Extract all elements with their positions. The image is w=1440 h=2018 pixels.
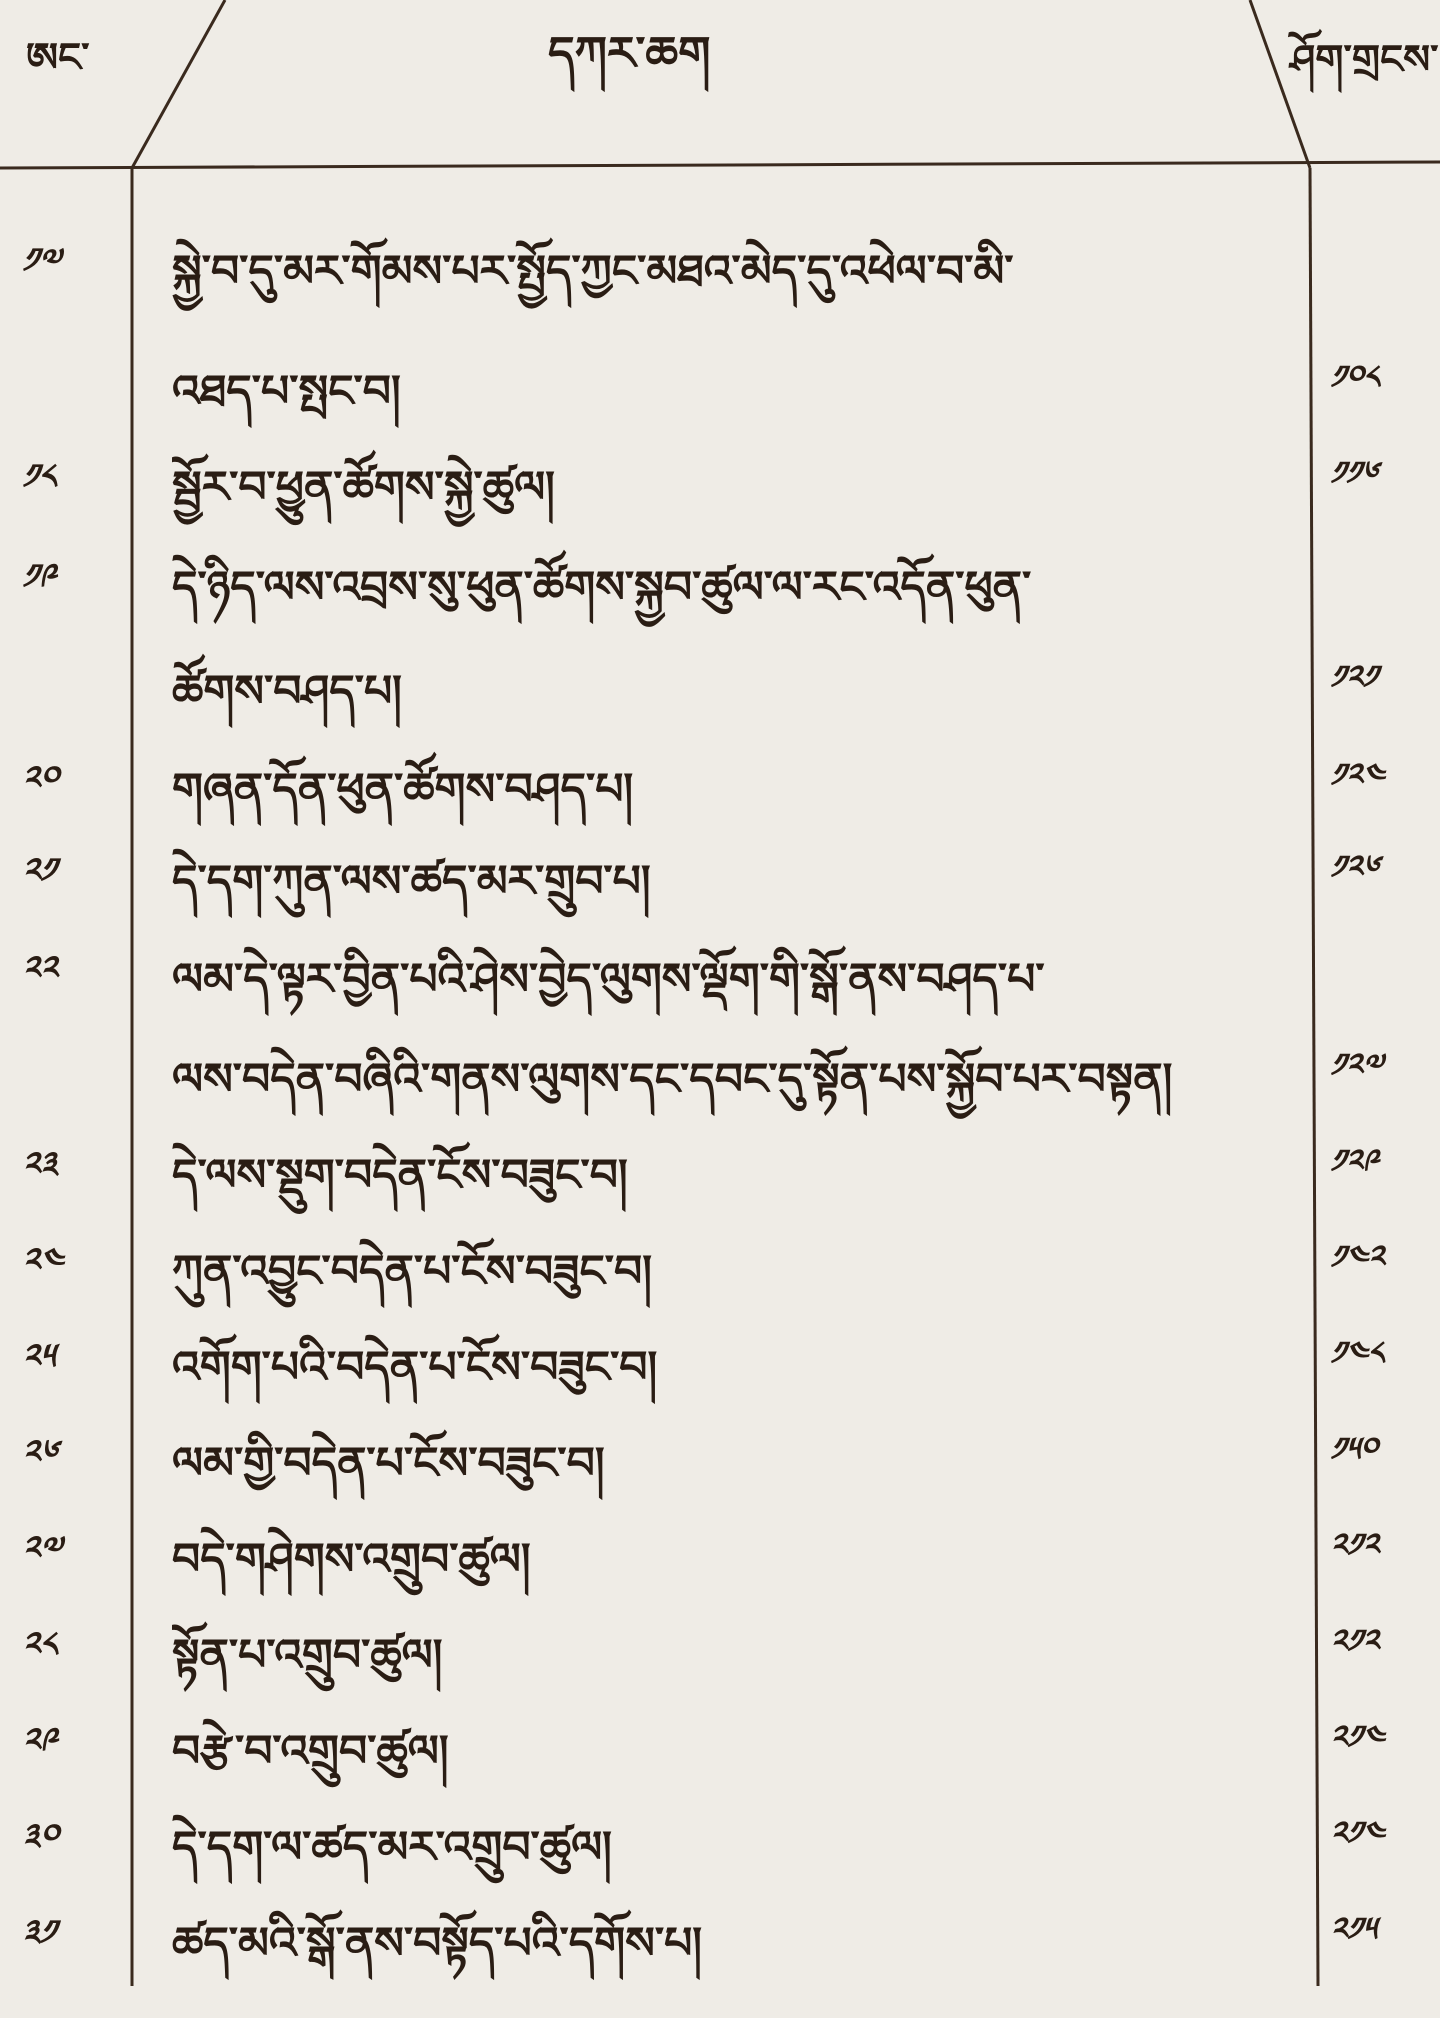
entry-number: ༢༩ <box>22 1721 57 1761</box>
entry-page: ༡༤༨ <box>1330 1334 1384 1372</box>
entry-page: ༡༡༦ <box>1330 454 1378 492</box>
entry-page: ༡༠༨ <box>1330 358 1380 396</box>
entry-number: ༣༠ <box>22 1817 59 1857</box>
entry-text: ལམ་དེ་ལྟར་བྱིན་པའི་ཤེས་བྱེད་ལུགས་ལྡོག་གི་སྒོ་ནས་བཤད་པ་ <box>172 954 1045 1005</box>
entry-text: ཀུན་འབྱུང་བདེན་པ་ངོས་བཟུང་བ། <box>172 1246 652 1297</box>
entry-number: ༢༧ <box>22 1529 62 1569</box>
entry-text: ལས་བདེན་བཞིའི་གནས་ལུགས་དང་དབང་དུ་སྟོན་པས་སྐྱོབ་པར་བསྟན། <box>172 1054 1173 1105</box>
entry-number: ༡༨ <box>22 457 56 497</box>
entry-text: འགོག་པའི་བདེན་པ་ངོས་བཟུང་བ། <box>172 1342 658 1393</box>
entry-number: ༢༤ <box>22 1241 63 1281</box>
entry-page: ༢༡༤ <box>1330 1718 1385 1756</box>
entry-text: དེ་དག་ཀུན་ལས་ཚད་མར་གྲུབ་པ། <box>172 856 651 907</box>
entry-number: ༡༩ <box>22 557 56 597</box>
entry-text: གཞན་དོན་ཕུན་ཚོགས་བཤད་པ། <box>172 764 634 815</box>
entry-page: ༢༡༢ <box>1330 1526 1379 1564</box>
entry-text: དེ་ཉིད་ལས་འབྲས་སུ་ཕུན་ཚོགས་སྐྱབ་ཚུལ་ལ་རང་འདོན་ཕུན་ <box>172 562 1032 613</box>
entry-page: ༡༥༠ <box>1330 1430 1378 1468</box>
entry-page: ༢༡༥ <box>1330 1910 1377 1948</box>
entry-text: སྐྱེ་བ་དུ་མར་གོམས་པར་སྤྱོད་ཀྱང་མཐའ་མེད་དུ་འཕེལ་བ་མི་ <box>172 246 1014 297</box>
entry-text: སྟོན་པ་འགྲུབ་ཚུལ། <box>172 1630 443 1681</box>
entry-text: བདེ་གཤེགས་འགྲུབ་ཚུལ། <box>172 1534 531 1585</box>
entry-number: ༢༠ <box>22 759 59 799</box>
entry-text: བརྩེ་བ་འགྲུབ་ཚུལ། <box>172 1726 449 1777</box>
entry-text: སྦྱོར་བ་ཕྱུན་ཚོགས་སྐྱེ་ཚུལ། <box>172 462 555 513</box>
entry-page: ༡༢༩ <box>1330 1142 1379 1180</box>
entry-number: ༡༧ <box>22 241 61 281</box>
header-title: དཀར་ཆག <box>548 26 711 80</box>
entry-page: ༡༢༧ <box>1330 1046 1383 1084</box>
entry-number: ༢༢ <box>22 949 58 989</box>
entry-page: ༡༢༡ <box>1330 658 1378 696</box>
entry-number: ༢༡ <box>22 851 57 891</box>
entry-number: ༢༥ <box>22 1337 55 1377</box>
entry-number: ༢༦ <box>22 1433 58 1473</box>
entry-text: ཚད་མའི་སྒོ་ནས་བསྟོད་པའི་དགོས་པ། <box>172 1918 703 1969</box>
header-diagonal-right <box>1250 0 1310 168</box>
header-page-label: ཤོག་གྲངས་ <box>1290 37 1439 83</box>
entry-page: ༢༡༢ <box>1330 1622 1379 1660</box>
entry-number: ༣༡ <box>22 1913 56 1953</box>
entry-number: ༢༣ <box>22 1145 58 1185</box>
entry-text: འཐད་པ་སྤང་བ། <box>172 366 401 417</box>
column-rule-right <box>1310 168 1318 1986</box>
entry-number: ༢༨ <box>22 1625 57 1665</box>
entry-text: དེ་ལས་སྡུག་བདེན་ངོས་བཟུང་བ། <box>172 1150 628 1201</box>
header-number-label: ཨང་ <box>26 35 90 81</box>
entry-page: ༡༢༤ <box>1330 756 1385 794</box>
header-rule <box>0 162 1440 168</box>
entry-text: ཚོགས་བཤད་པ། <box>172 666 402 717</box>
entry-text: དེ་དག་ལ་ཚད་མར་འགྲུབ་ཚུལ། <box>172 1822 612 1873</box>
entry-page: ༡༢༦ <box>1330 848 1379 886</box>
entry-page: ༡༤༢ <box>1330 1238 1385 1276</box>
header-diagonal-left <box>132 0 225 168</box>
entry-text: ལམ་གྱི་བདེན་པ་ངོས་བཟུང་བ། <box>172 1438 605 1489</box>
entry-page: ༢༡༤ <box>1330 1814 1385 1852</box>
